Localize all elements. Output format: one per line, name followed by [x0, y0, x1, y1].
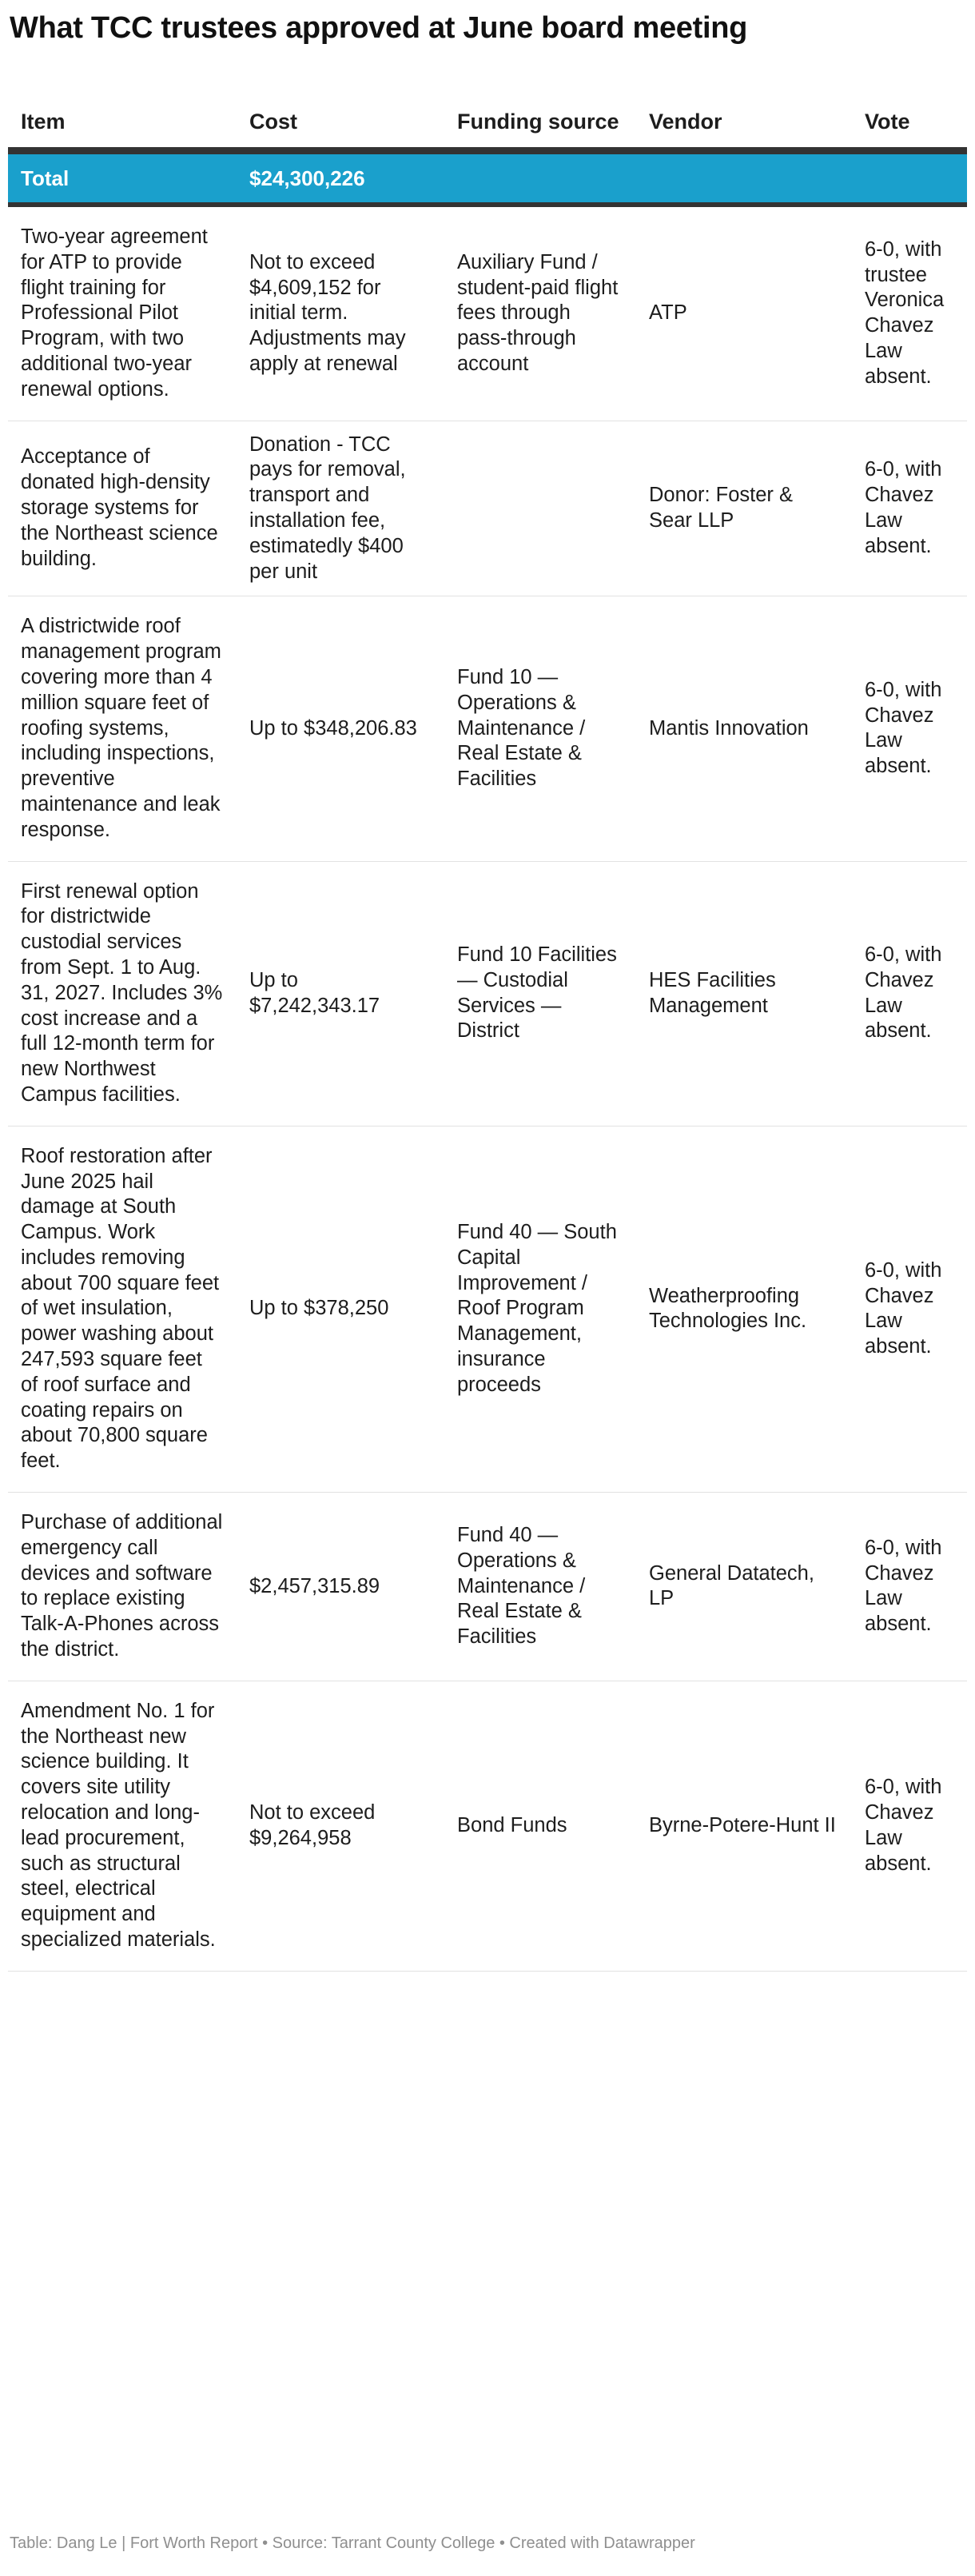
table-row: [8, 421, 967, 596]
approvals-table: [8, 64, 967, 1972]
column-header-funding-source: Funding source: [444, 64, 636, 150]
table-row: [8, 861, 967, 1126]
cell-vote: 6-0, with Chavez Law absent.: [852, 1493, 967, 1681]
cell-vendor: Weatherproofing Technologies Inc.: [636, 1126, 852, 1492]
cell-cost: Not to exceed $9,264,958: [237, 1681, 444, 1971]
cell-vendor: Donor: Foster & Sear LLP: [636, 421, 852, 596]
cell-cost: Donation - TCC pays for removal, transport and installation fee, estimatedly $400 per unit: [237, 421, 444, 596]
table-row: [8, 205, 967, 421]
cell-funding-source: Auxiliary Fund / student-paid flight fees through pass-through account: [444, 205, 636, 421]
cell-funding-source: Fund 10 Facilities — Custodial Services — District: [444, 861, 636, 1126]
cell-cost: Not to exceed $4,609,152 for initial term. Adjustments may apply at renewal: [237, 205, 444, 421]
total-value: $24,300,226: [237, 150, 444, 205]
column-header-vote: Vote: [852, 64, 967, 150]
cell-item: Purchase of additional emergency call devices and software to replace existing Talk-A-Phones across the district.: [8, 1493, 237, 1681]
cell-funding-source: [444, 421, 636, 596]
total-empty-cell: [852, 150, 967, 205]
cell-vote: 6-0, with Chavez Law absent.: [852, 861, 967, 1126]
cell-cost: Up to $7,242,343.17: [237, 861, 444, 1126]
cell-item: Acceptance of donated high-density storage systems for the Northeast science building.: [8, 421, 237, 596]
cell-funding-source: Fund 10 — Operations & Maintenance / Real Estate & Facilities: [444, 596, 636, 861]
table-row: [8, 1126, 967, 1492]
cell-cost: $2,457,315.89: [237, 1493, 444, 1681]
cell-item: Two-year agreement for ATP to provide flight training for Professional Pilot Program, with two additional two-year renewal options.: [8, 205, 237, 421]
cell-vote: 6-0, with trustee Veronica Chavez Law absent.: [852, 205, 967, 421]
column-header-cost: Cost: [237, 64, 444, 150]
table-row: [8, 596, 967, 861]
cell-vote: 6-0, with Chavez Law absent.: [852, 596, 967, 861]
cell-cost: Up to $348,206.83: [237, 596, 444, 861]
table-body: [8, 150, 967, 1971]
cell-item: Amendment No. 1 for the Northeast new science building. It covers site utility relocation and long-lead procurement, such as structural steel, electrical equipment and specialized materials.: [8, 1681, 237, 1971]
cell-vendor: ATP: [636, 205, 852, 421]
footer-credits: Table: Dang Le | Fort Worth Report • Source: Tarrant County College • Created with Datawrapper: [10, 2534, 695, 2552]
cell-funding-source: Fund 40 — Operations & Maintenance / Real Estate & Facilities: [444, 1493, 636, 1681]
table-row: [8, 1681, 967, 1971]
cell-vendor: General Datatech, LP: [636, 1493, 852, 1681]
header-row: [8, 64, 967, 150]
page-title: What TCC trustees approved at June board meeting: [10, 11, 748, 45]
cell-vendor: Byrne-Potere-Hunt II: [636, 1681, 852, 1971]
cell-vendor: Mantis Innovation: [636, 596, 852, 861]
column-header-vendor: Vendor: [636, 64, 852, 150]
cell-item: Roof restoration after June 2025 hail damage at South Campus. Work includes removing about 700 square feet of wet insulation, power washing about 247,593 square feet of roof surface and coating repairs on about 70,800 square feet.: [8, 1126, 237, 1492]
cell-item: First renewal option for districtwide custodial services from Sept. 1 to Aug. 31, 2027. Includes 3% cost increase and a full 12-month term for new Northwest Campus facilities.: [8, 861, 237, 1126]
total-empty-cell: [636, 150, 852, 205]
cell-funding-source: Fund 40 — South Capital Improvement / Roof Program Management, insurance proceeds: [444, 1126, 636, 1492]
column-header-item: Item: [8, 64, 237, 150]
cell-vote: 6-0, with Chavez Law absent.: [852, 1681, 967, 1971]
page-container: [8, 0, 967, 1972]
cell-item: A districtwide roof management program covering more than 4 million square feet of roofing systems, including inspections, preventive maintenance and leak response.: [8, 596, 237, 861]
cell-vote: 6-0, with Chavez Law absent.: [852, 421, 967, 596]
total-row: [8, 150, 967, 205]
table-header: [8, 64, 967, 150]
table-row: [8, 1493, 967, 1681]
cell-funding-source: Bond Funds: [444, 1681, 636, 1971]
total-label: Total: [8, 150, 237, 205]
total-empty-cell: [444, 150, 636, 205]
cell-vendor: HES Facilities Management: [636, 861, 852, 1126]
cell-cost: Up to $378,250: [237, 1126, 444, 1492]
cell-vote: 6-0, with Chavez Law absent.: [852, 1126, 967, 1492]
